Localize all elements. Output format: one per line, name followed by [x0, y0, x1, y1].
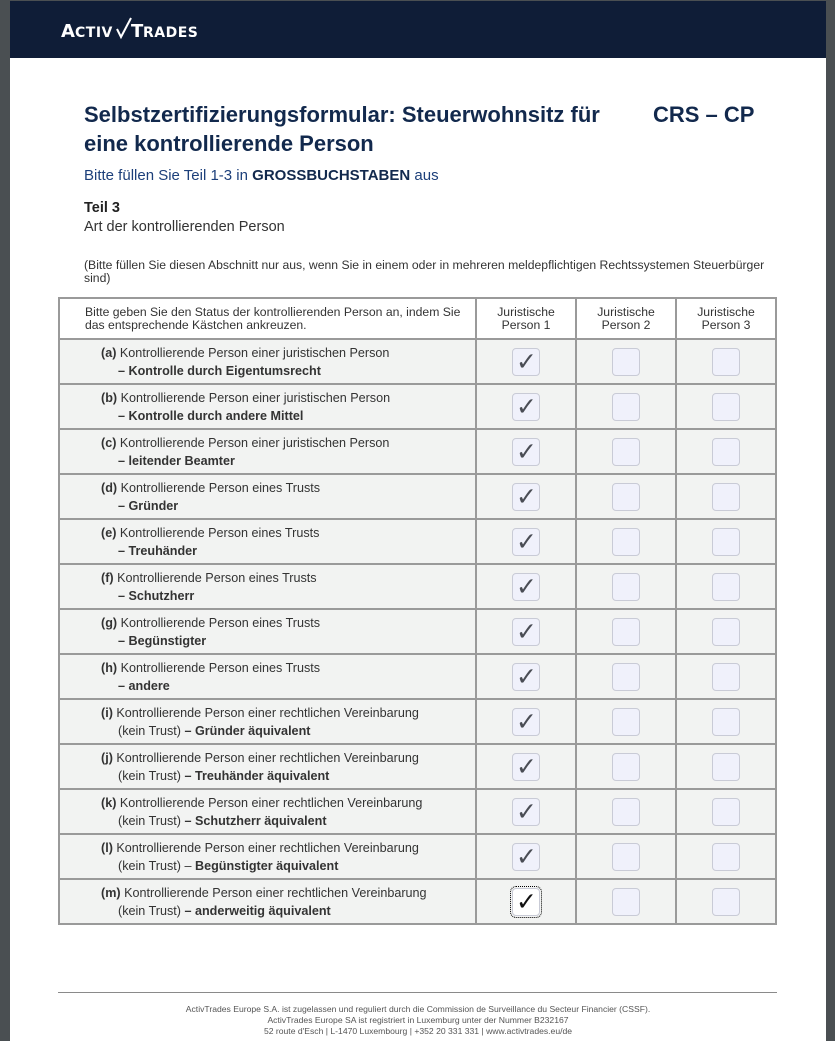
checkbox-person-2[interactable]	[612, 798, 640, 826]
checkbox-person-2[interactable]	[612, 663, 640, 691]
checkbox-cell-person-1	[476, 339, 576, 384]
footer-line-2: ActivTrades Europe SA ist registriert in Luxemburg unter der Nummer B232167	[267, 1015, 569, 1025]
header-bar	[10, 1, 826, 58]
row-letter: (l)	[101, 840, 113, 855]
checkbox-person-3[interactable]	[712, 393, 740, 421]
row-subtype: – Treuhänder	[118, 543, 198, 558]
checkbox-person-1[interactable]	[512, 618, 540, 646]
checkbox-cell-person-2	[576, 879, 676, 924]
checkbox-person-1[interactable]	[512, 528, 540, 556]
row-description	[59, 384, 476, 429]
row-description	[59, 744, 476, 789]
row-description	[59, 834, 476, 879]
table-header-row	[59, 298, 776, 339]
checkbox-cell-person-3	[676, 879, 776, 924]
row-subtype: – anderweitig äquivalent	[184, 903, 331, 918]
checkbox-cell-person-1	[476, 699, 576, 744]
checkbox-person-3[interactable]	[712, 663, 740, 691]
checkbox-person-2[interactable]	[612, 528, 640, 556]
checkbox-cell-person-3	[676, 744, 776, 789]
checkbox-person-2[interactable]	[612, 393, 640, 421]
row-line-2	[101, 497, 475, 515]
section-subheading: Art der kontrollierenden Person	[84, 219, 285, 235]
checkbox-cell-person-1	[476, 564, 576, 609]
row-line-1	[101, 884, 475, 902]
table-row	[59, 429, 776, 474]
row-line-2	[101, 767, 475, 785]
checkmark-icon: ✓	[516, 481, 537, 511]
row-label: Kontrollierende Person eines Trusts	[120, 480, 321, 495]
checkbox-person-1[interactable]	[512, 438, 540, 466]
checkbox-cell-person-1	[476, 384, 576, 429]
row-line-1	[101, 434, 475, 452]
row-qualifier: (kein Trust)	[118, 813, 185, 828]
checkbox-cell-person-2	[576, 384, 676, 429]
row-line-2	[101, 542, 475, 560]
checkbox-person-2[interactable]	[612, 843, 640, 871]
checkbox-person-2[interactable]	[612, 348, 640, 376]
checkbox-cell-person-2	[576, 609, 676, 654]
checkbox-cell-person-2	[576, 429, 676, 474]
checkbox-person-3[interactable]	[712, 888, 740, 916]
header-person-1: Juristische Person 1	[476, 298, 576, 339]
table-row	[59, 654, 776, 699]
checkbox-cell-person-3	[676, 654, 776, 699]
table-row	[59, 384, 776, 429]
row-label: Kontrollierende Person eines Trusts	[120, 615, 321, 630]
checkbox-cell-person-1	[476, 834, 576, 879]
checkbox-person-3[interactable]	[712, 573, 740, 601]
row-description	[59, 339, 476, 384]
checkbox-person-2[interactable]	[612, 708, 640, 736]
row-letter: (h)	[101, 660, 118, 675]
row-letter: (f)	[101, 570, 114, 585]
table-row	[59, 744, 776, 789]
table-row	[59, 879, 776, 924]
row-line-2	[101, 857, 475, 875]
row-line-1	[101, 749, 475, 767]
checkbox-person-1[interactable]	[512, 573, 540, 601]
row-letter: (e)	[101, 525, 117, 540]
row-line-2	[101, 722, 475, 740]
row-qualifier: (kein Trust)	[118, 768, 185, 783]
row-line-2	[101, 362, 475, 380]
checkbox-person-3[interactable]	[712, 798, 740, 826]
row-qualifier: (kein Trust) –	[118, 858, 195, 873]
row-line-2	[101, 902, 475, 920]
checkbox-person-1[interactable]	[512, 708, 540, 736]
checkbox-cell-person-3	[676, 789, 776, 834]
row-line-1	[101, 569, 475, 587]
instruction-caps: GROSSBUCHSTABEN	[252, 167, 411, 184]
instruction	[84, 167, 439, 184]
checkbox-cell-person-2	[576, 744, 676, 789]
section-heading: Teil 3	[84, 200, 120, 216]
table-row	[59, 519, 776, 564]
row-line-1	[101, 524, 475, 542]
row-subtype: Begünstigter äquivalent	[194, 858, 339, 873]
row-description	[59, 699, 476, 744]
row-label: Kontrollierende Person einer juristischen Person	[119, 435, 390, 450]
checkbox-person-3[interactable]	[712, 438, 740, 466]
document-page	[10, 1, 826, 1041]
checkmark-icon: ✓	[516, 571, 537, 601]
checkmark-icon: ✓	[516, 841, 537, 871]
row-subtype: – Gründer äquivalent	[184, 723, 311, 738]
section-note: (Bitte füllen Sie diesen Abschnitt nur aus, wenn Sie in einem oder in mehreren meldepflichtigen Rechtssystemen Steuerbürger sind)	[84, 258, 765, 285]
checkbox-person-3[interactable]	[712, 618, 740, 646]
row-subtype: – leitender Beamter	[118, 453, 235, 468]
header-person-2: Juristische Person 2	[576, 298, 676, 339]
checkbox-cell-person-1	[476, 519, 576, 564]
row-subtype: – Schutzherr	[118, 588, 195, 603]
checkbox-cell-person-1	[476, 474, 576, 519]
checkmark-icon: ✓	[516, 526, 537, 556]
checkbox-person-2[interactable]	[612, 888, 640, 916]
checkbox-person-1[interactable]	[512, 348, 540, 376]
checkmark-icon: ✓	[516, 391, 537, 421]
table-row	[59, 474, 776, 519]
row-letter: (m)	[101, 885, 121, 900]
checkmark-icon: ✓	[516, 436, 537, 466]
row-letter: (a)	[101, 345, 117, 360]
row-label: Kontrollierende Person einer juristischen Person	[119, 345, 390, 360]
row-letter: (j)	[101, 750, 113, 765]
row-description	[59, 564, 476, 609]
row-line-2	[101, 407, 475, 425]
checkbox-cell-person-3	[676, 609, 776, 654]
table-row	[59, 699, 776, 744]
checkbox-person-2[interactable]	[612, 618, 640, 646]
table-row	[59, 339, 776, 384]
checkbox-cell-person-2	[576, 339, 676, 384]
form-code: CRS – CP	[653, 102, 755, 127]
checkbox-cell-person-3	[676, 429, 776, 474]
row-subtype: – Kontrolle durch Eigentumsrecht	[118, 363, 321, 378]
checkbox-person-1[interactable]	[512, 483, 540, 511]
checkmark-icon: ✓	[516, 346, 537, 376]
checkmark-icon: ✓	[516, 661, 537, 691]
checkbox-person-1[interactable]	[512, 798, 540, 826]
row-description	[59, 429, 476, 474]
row-label: Kontrollierende Person einer rechtlichen Vereinbarung	[116, 705, 419, 720]
row-label: Kontrollierende Person eines Trusts	[119, 525, 320, 540]
checkbox-person-3[interactable]	[712, 708, 740, 736]
checkbox-person-1[interactable]	[512, 843, 540, 871]
checkbox-cell-person-1	[476, 879, 576, 924]
checkbox-cell-person-1	[476, 429, 576, 474]
row-line-2	[101, 677, 475, 695]
checkbox-person-3[interactable]	[712, 528, 740, 556]
checkbox-cell-person-2	[576, 834, 676, 879]
row-line-1	[101, 659, 475, 677]
checkbox-cell-person-3	[676, 384, 776, 429]
table-row	[59, 834, 776, 879]
row-line-2	[101, 632, 475, 650]
checkbox-person-2[interactable]	[612, 573, 640, 601]
checkbox-person-1[interactable]	[512, 888, 540, 916]
row-qualifier: (kein Trust)	[118, 723, 185, 738]
row-letter: (d)	[101, 480, 118, 495]
checkbox-cell-person-1	[476, 609, 576, 654]
instruction-suffix: aus	[410, 167, 439, 184]
row-description	[59, 519, 476, 564]
row-line-1	[101, 344, 475, 362]
row-subtype: – Schutzherr äquivalent	[184, 813, 327, 828]
svg-text:CTIV: CTIV	[75, 25, 113, 41]
checkbox-cell-person-3	[676, 339, 776, 384]
checkbox-person-3[interactable]	[712, 843, 740, 871]
checkbox-cell-person-1	[476, 654, 576, 699]
checkbox-cell-person-2	[576, 564, 676, 609]
checkbox-cell-person-2	[576, 654, 676, 699]
row-letter: (k)	[101, 795, 117, 810]
table-row	[59, 564, 776, 609]
row-subtype: – Treuhänder äquivalent	[184, 768, 330, 783]
row-line-1	[101, 614, 475, 632]
checkbox-cell-person-1	[476, 744, 576, 789]
checkbox-cell-person-1	[476, 789, 576, 834]
checkbox-person-3[interactable]	[712, 753, 740, 781]
table-body	[59, 339, 776, 924]
row-line-2	[101, 452, 475, 470]
row-line-1	[101, 839, 475, 857]
checkmark-icon: ✓	[516, 796, 537, 826]
header-description: Bitte geben Sie den Status der kontrollierenden Person an, indem Sie das entsprechende Kästchen ankreuzen.	[59, 298, 476, 339]
footer-line-3: 52 route d'Esch | L-1470 Luxembourg | +352 20 331 331 | www.activtrades.eu/de	[263, 1026, 573, 1036]
form-title: Selbstzertifizierungsformular: Steuerwohnsitz für eine kontrollierende Person	[84, 102, 600, 156]
checkbox-person-1[interactable]	[512, 663, 540, 691]
row-label: Kontrollierende Person eines Trusts	[117, 570, 317, 585]
checkbox-cell-person-3	[676, 564, 776, 609]
svg-text:A: A	[61, 21, 76, 41]
row-line-2	[101, 812, 475, 830]
row-description	[59, 879, 476, 924]
checkbox-person-1[interactable]	[512, 753, 540, 781]
checkbox-person-2[interactable]	[612, 438, 640, 466]
checkmark-icon: ✓	[516, 751, 537, 781]
row-subtype: – Kontrolle durch andere Mittel	[118, 408, 304, 423]
row-line-1	[101, 479, 475, 497]
row-label: Kontrollierende Person einer rechtlichen Vereinbarung	[124, 885, 427, 900]
table-row	[59, 609, 776, 654]
row-line-1	[101, 389, 475, 407]
checkbox-person-2[interactable]	[612, 753, 640, 781]
row-line-2	[101, 587, 475, 605]
row-label: Kontrollierende Person einer rechtlichen Vereinbarung	[116, 750, 419, 765]
row-line-1	[101, 704, 475, 722]
checkbox-cell-person-3	[676, 474, 776, 519]
row-description	[59, 609, 476, 654]
row-description	[59, 789, 476, 834]
checkbox-cell-person-2	[576, 519, 676, 564]
row-label: Kontrollierende Person einer juristischen Person	[120, 390, 391, 405]
row-label: Kontrollierende Person eines Trusts	[120, 660, 321, 675]
checkbox-person-3[interactable]	[712, 483, 740, 511]
checkbox-cell-person-3	[676, 699, 776, 744]
row-subtype: – andere	[118, 678, 170, 693]
row-letter: (g)	[101, 615, 118, 630]
row-letter: (i)	[101, 705, 113, 720]
checkbox-cell-person-2	[576, 789, 676, 834]
row-letter: (c)	[101, 435, 117, 450]
checkbox-cell-person-3	[676, 834, 776, 879]
svg-text:RADES: RADES	[143, 25, 199, 41]
row-line-1	[101, 794, 475, 812]
checkbox-person-2[interactable]	[612, 483, 640, 511]
row-description	[59, 474, 476, 519]
table-row	[59, 789, 776, 834]
checkbox-person-3[interactable]	[712, 348, 740, 376]
row-label: Kontrollierende Person einer rechtlichen Vereinbarung	[116, 840, 419, 855]
checkmark-icon: ✓	[516, 886, 537, 916]
activtrades-logo	[61, 17, 231, 46]
checkmark-icon: ✓	[516, 706, 537, 736]
controlling-person-table	[58, 297, 777, 925]
instruction-prefix: Bitte füllen Sie Teil 1-3 in	[84, 167, 253, 184]
footer-divider	[58, 992, 777, 993]
checkbox-cell-person-2	[576, 474, 676, 519]
checkbox-person-1[interactable]	[512, 393, 540, 421]
header-person-3: Juristische Person 3	[676, 298, 776, 339]
row-label: Kontrollierende Person einer rechtlichen Vereinbarung	[119, 795, 423, 810]
checkbox-cell-person-3	[676, 519, 776, 564]
svg-text:T: T	[131, 21, 144, 41]
row-subtype: – Begünstigter	[118, 633, 207, 648]
row-letter: (b)	[101, 390, 118, 405]
row-qualifier: (kein Trust)	[118, 903, 185, 918]
logo-wordmark	[61, 17, 231, 41]
checkbox-cell-person-2	[576, 699, 676, 744]
row-subtype: – Gründer	[118, 498, 179, 513]
checkmark-icon: ✓	[516, 616, 537, 646]
footer-line-1: ActivTrades Europe S.A. ist zugelassen und reguliert durch die Commission de Surveillance du Secteur Financier (CSSF).	[185, 1004, 651, 1014]
row-description	[59, 654, 476, 699]
